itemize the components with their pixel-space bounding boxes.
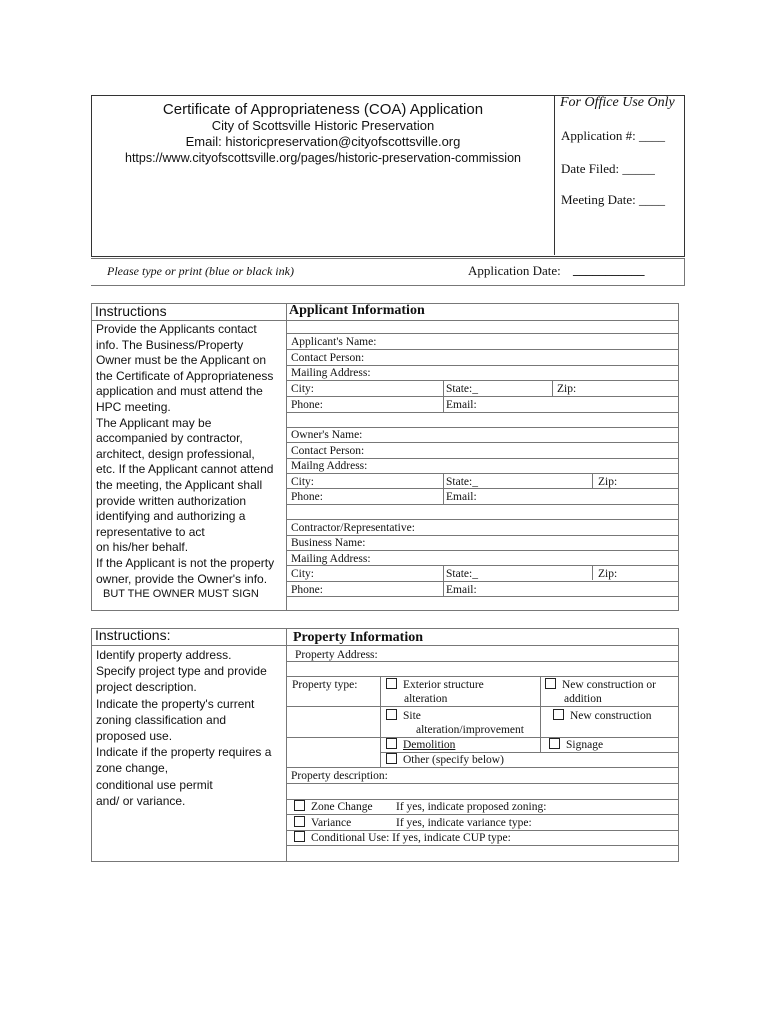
new-construction-addition-option[interactable] xyxy=(545,678,656,692)
instruction-line: the meeting, the Applicant shall xyxy=(96,477,263,492)
date-filed-field[interactable]: Date Filed: _____ xyxy=(561,161,655,176)
instruction-line: conditional use permit xyxy=(96,777,213,792)
row-line xyxy=(286,412,678,413)
city-name: City of Scottsville Historic Preservation xyxy=(211,118,435,133)
checkbox[interactable] xyxy=(294,816,305,827)
option-label: Exterior structure xyxy=(403,679,484,691)
site-alteration-option[interactable] xyxy=(386,709,421,723)
applicant-phone-field[interactable]: Phone: xyxy=(291,399,323,411)
option-label: Conditional Use: xyxy=(311,832,390,844)
property-left-line xyxy=(91,628,92,862)
checkbox[interactable] xyxy=(545,678,556,689)
instruction-line: and/ or variance. xyxy=(96,793,186,808)
property-bottom-line xyxy=(91,861,679,862)
form-title: Certificate of Appropriateness (COA) Application xyxy=(162,101,484,118)
checkbox[interactable] xyxy=(386,678,397,689)
instruction-line: architect, design professional, xyxy=(96,446,255,461)
row-line xyxy=(286,349,678,350)
option-label: Other (specify below) xyxy=(403,754,504,766)
option-label-cont: addition xyxy=(564,693,602,705)
row-line xyxy=(286,396,678,397)
owner-email-field[interactable]: Email: xyxy=(446,491,477,503)
applicant-right-line xyxy=(678,303,679,611)
instruction-line: BUT THE OWNER MUST SIGN xyxy=(103,588,259,601)
option-label: Zone Change xyxy=(311,801,373,813)
owner-zip-field[interactable]: Zip: xyxy=(598,476,618,488)
demolition-option[interactable] xyxy=(386,738,455,752)
row-line xyxy=(286,333,678,334)
instruction-line: etc. If the Applicant cannot attend xyxy=(96,462,274,477)
contractor-zip-field[interactable]: Zip: xyxy=(598,568,618,580)
col-line xyxy=(443,565,444,596)
zone-change-option[interactable] xyxy=(294,800,373,814)
instruction-line: the Certificate of Appropriateness xyxy=(96,368,274,383)
instruction-line: Provide the Applicants contact xyxy=(96,322,257,336)
instruction-line: If the Applicant is not the property xyxy=(96,555,275,570)
row-line xyxy=(286,845,678,846)
instruction-line: HPC meeting. xyxy=(96,399,171,414)
checkbox[interactable] xyxy=(386,738,397,749)
instruction-line: Owner must be the Applicant on xyxy=(96,353,267,368)
col-line xyxy=(552,380,553,396)
checkbox[interactable] xyxy=(549,738,560,749)
variance-note[interactable]: If yes, indicate variance type: xyxy=(396,817,532,829)
applicant-zip-field[interactable]: Zip: xyxy=(557,383,577,395)
instruction-line: info. The Business/Property xyxy=(96,337,244,352)
option-label-cont: alteration/improvement xyxy=(416,724,524,736)
property-instructions-title: Instructions: xyxy=(95,627,171,643)
exterior-structure-option[interactable] xyxy=(386,678,484,692)
owner-phone-field[interactable]: Phone: xyxy=(291,491,323,503)
office-use-title: For Office Use Only xyxy=(560,95,675,110)
application-date-field[interactable]: ___________ xyxy=(573,262,645,277)
row-line xyxy=(286,380,678,381)
col-line xyxy=(592,473,593,488)
new-construction-option[interactable] xyxy=(553,709,651,723)
col-line xyxy=(443,380,444,412)
instruction-line: accompanied by contractor, xyxy=(96,431,243,446)
contractor-field[interactable]: Contractor/Representative: xyxy=(291,522,415,534)
property-instructions-text xyxy=(96,647,271,809)
checkbox[interactable] xyxy=(386,753,397,764)
subheader-right-line xyxy=(684,258,685,286)
row-line xyxy=(286,473,678,474)
instruction-line: application and must attend the xyxy=(96,384,263,399)
application-number-field[interactable]: Application #: ____ xyxy=(561,128,665,143)
instruction-line: owner, provide the Owner's info. xyxy=(96,571,268,586)
owner-mailing-field[interactable]: Mailng Address: xyxy=(291,460,368,472)
row-line xyxy=(286,767,678,768)
subheader-bottom-line xyxy=(91,285,685,286)
row-line xyxy=(286,581,678,582)
instruction-line: Indicate if the property requires a xyxy=(96,745,272,760)
col-line xyxy=(443,473,444,504)
option-label-cont: alteration xyxy=(404,693,448,705)
row-line xyxy=(286,519,678,520)
applicant-name-field[interactable]: Applicant's Name: xyxy=(291,336,377,348)
option-label: Signage xyxy=(566,739,604,751)
variance-option[interactable] xyxy=(294,816,351,830)
row-line xyxy=(286,676,678,677)
property-address-field[interactable]: Property Address: xyxy=(295,649,378,661)
contractor-city-field[interactable]: City: xyxy=(291,568,315,580)
instruction-line: project description. xyxy=(96,680,197,695)
row-line xyxy=(286,504,678,505)
website-url: https://www.cityofscottsville.org/pages/historic-preservation-commission xyxy=(125,151,521,165)
instruction-line: Identify property address. xyxy=(96,648,232,662)
option-label: New construction xyxy=(570,710,652,722)
business-name-field[interactable]: Business Name: xyxy=(291,537,366,549)
owner-city-field[interactable]: City: xyxy=(291,476,315,488)
row-line xyxy=(286,737,678,738)
option-label: Demolition xyxy=(403,739,456,751)
applicant-state-field[interactable]: State:_ xyxy=(446,383,478,395)
application-date-label: Application Date: xyxy=(468,263,561,278)
row-line xyxy=(286,442,678,443)
row-line xyxy=(286,706,678,707)
option-label: Variance xyxy=(311,817,352,829)
applicant-left-line xyxy=(91,303,92,611)
contractor-email-field[interactable]: Email: xyxy=(446,584,477,596)
other-option[interactable] xyxy=(386,753,504,767)
signage-option[interactable] xyxy=(549,738,603,752)
applicant-email-field[interactable]: Email: xyxy=(446,399,477,411)
row-line xyxy=(286,488,678,489)
owner-contact-field[interactable]: Contact Person: xyxy=(291,445,365,457)
contractor-mailing-field[interactable]: Mailing Address: xyxy=(291,553,371,565)
instruction-line: provide written authorization xyxy=(96,493,247,508)
col-line xyxy=(380,676,381,767)
property-type-label: Property type: xyxy=(292,679,358,691)
applicant-mailing-field[interactable]: Mailing Address: xyxy=(291,367,371,379)
owner-state-field[interactable]: State:_ xyxy=(446,476,478,488)
contact-email: Email: historicpreservation@cityofscottsville.org xyxy=(185,134,461,149)
conditional-use-note[interactable]: If yes, indicate CUP type: xyxy=(392,832,511,844)
applicant-info-title: Applicant Information xyxy=(289,303,425,318)
row-line xyxy=(286,783,678,784)
option-label: New construction or xyxy=(562,679,656,691)
contractor-state-field[interactable]: State:_ xyxy=(446,568,478,580)
instruction-line: Indicate the property's current xyxy=(96,696,255,711)
instruction-line: on his/her behalf. xyxy=(96,540,189,555)
col-line xyxy=(592,565,593,580)
row-line xyxy=(286,596,678,597)
property-right-line xyxy=(678,628,679,862)
conditional-use-option[interactable] xyxy=(294,831,511,845)
zone-change-note[interactable]: If yes, indicate proposed zoning: xyxy=(396,801,547,813)
subheader-top-line xyxy=(91,258,685,259)
property-description-field[interactable]: Property description: xyxy=(291,770,388,782)
checkbox[interactable] xyxy=(553,709,564,720)
instruction-line: zone change, xyxy=(96,761,169,776)
option-label: Site xyxy=(403,710,421,722)
property-info-title: Property Information xyxy=(293,630,423,645)
instruction-line: The Applicant may be xyxy=(96,415,212,430)
applicant-city-field[interactable]: City: xyxy=(291,383,315,395)
instruction-line: representative to act xyxy=(96,524,205,539)
instruction-line: Specify project type and provide xyxy=(96,664,267,679)
instruction-line: zoning classification and xyxy=(96,712,227,727)
checkbox[interactable] xyxy=(386,709,397,720)
property-col-divider xyxy=(286,628,287,862)
checkbox[interactable] xyxy=(294,800,305,811)
owner-name-field[interactable]: Owner's Name: xyxy=(291,429,363,441)
property-top-line xyxy=(91,628,679,629)
row-line xyxy=(286,550,678,551)
print-note: Please type or print (blue or black ink) xyxy=(107,264,294,278)
contractor-phone-field[interactable]: Phone: xyxy=(291,584,323,596)
instruction-line: proposed use. xyxy=(96,729,173,744)
applicant-instructions-title: Instructions xyxy=(95,303,167,319)
applicant-contact-field[interactable]: Contact Person: xyxy=(291,352,365,364)
row-line xyxy=(286,814,678,815)
checkbox[interactable] xyxy=(294,831,305,842)
applicant-bottom-line xyxy=(91,610,679,611)
applicant-header-line xyxy=(91,320,679,321)
meeting-date-field[interactable]: Meeting Date: ____ xyxy=(561,192,665,207)
instruction-line: identifying and authorizing a xyxy=(96,509,246,524)
col-line xyxy=(540,676,541,752)
header-divider xyxy=(554,95,555,255)
applicant-instructions-text xyxy=(96,322,274,603)
